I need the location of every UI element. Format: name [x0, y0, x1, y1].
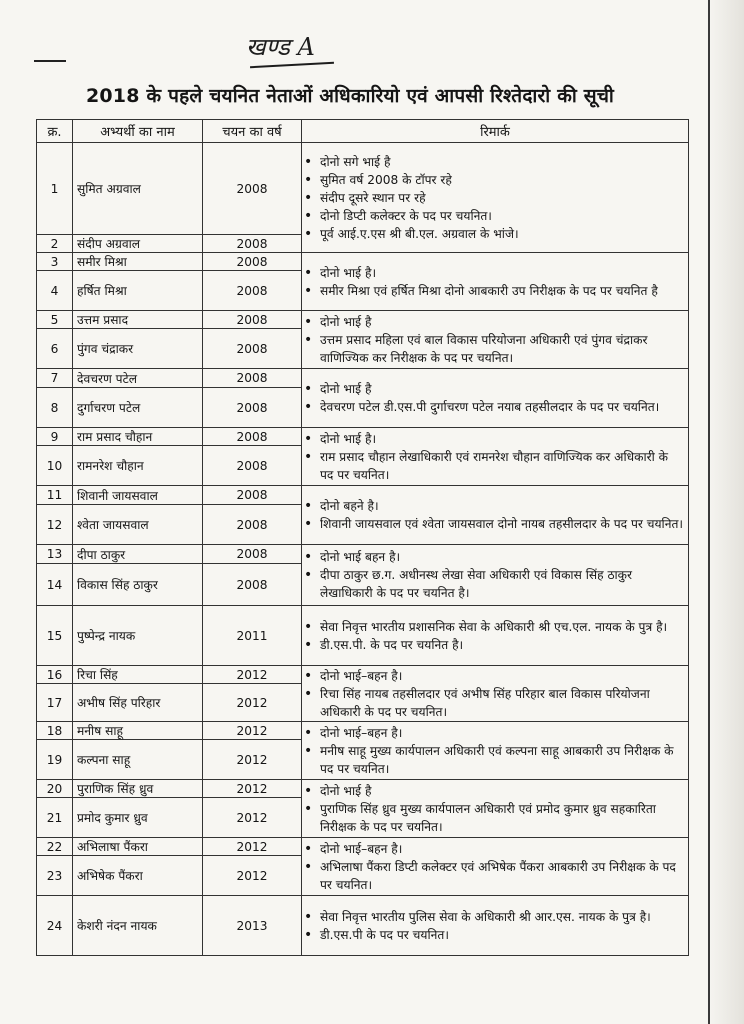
serial-number-cell: 3: [37, 253, 73, 271]
candidate-name-cell: मनीष साहू: [73, 722, 203, 740]
page-edge-shadow: [706, 0, 744, 1024]
candidate-name-cell: पुराणिक सिंह ध्रुव: [73, 780, 203, 798]
serial-number-cell: 7: [37, 369, 73, 388]
selection-year-cell: 2012: [203, 684, 302, 722]
serial-number-cell: 5: [37, 311, 73, 329]
margin-dash-mark: [34, 60, 66, 62]
remark-cell: [302, 606, 689, 666]
selection-year-cell: 2008: [203, 253, 302, 271]
remark-cell: [302, 253, 689, 311]
table-row: [37, 838, 689, 856]
serial-number-cell: 24: [37, 896, 73, 956]
candidate-name-cell: उत्तम प्रसाद: [73, 311, 203, 329]
remark-cell: [302, 722, 689, 780]
serial-number-cell: 17: [37, 684, 73, 722]
remark-item: • अभिलाषा पैंकरा डिप्टी कलेक्टर एवं अभिषेक पैंकरा आबकारी उप निरीक्षक के पद पर चयनित।: [320, 858, 684, 894]
page-edge-line: [708, 0, 710, 1024]
remark-cell: [302, 428, 689, 486]
remark-list: [306, 548, 684, 602]
selection-year-cell: 2013: [203, 896, 302, 956]
serial-number-cell: 1: [37, 143, 73, 235]
candidate-name-cell: अभिषेक पैंकरा: [73, 856, 203, 896]
selection-year-cell: 2008: [203, 311, 302, 329]
remark-list: [306, 430, 684, 484]
table-row: [37, 722, 689, 740]
selection-year-cell: 2008: [203, 486, 302, 505]
remark-item: • दोनो भाई–बहन है।: [320, 840, 684, 858]
table-row: [37, 428, 689, 446]
serial-number-cell: 6: [37, 329, 73, 369]
remark-list: [306, 667, 684, 721]
selection-year-cell: 2012: [203, 780, 302, 798]
remark-item: • दोनो भाई है: [320, 782, 684, 800]
candidate-name-cell: केशरी नंदन नायक: [73, 896, 203, 956]
remark-item: • दोनो डिप्टी कलेक्टर के पद पर चयनित।: [320, 207, 684, 225]
serial-number-cell: 15: [37, 606, 73, 666]
remark-cell: [302, 545, 689, 606]
candidates-table: [36, 119, 689, 956]
remark-cell: [302, 311, 689, 369]
candidate-name-cell: राम प्रसाद चौहान: [73, 428, 203, 446]
serial-number-cell: 9: [37, 428, 73, 446]
serial-number-cell: 21: [37, 798, 73, 838]
remark-cell: [302, 838, 689, 896]
selection-year-cell: 2011: [203, 606, 302, 666]
remark-list: [306, 264, 684, 300]
remark-cell: [302, 896, 689, 956]
selection-year-cell: 2008: [203, 329, 302, 369]
serial-number-cell: 13: [37, 545, 73, 564]
remark-item: • सेवा निवृत्त भारतीय प्रशासनिक सेवा के अधिकारी श्री एच.एल. नायक के पुत्र है।: [320, 618, 684, 636]
selection-year-cell: 2008: [203, 235, 302, 253]
remark-cell: [302, 143, 689, 253]
candidate-name-cell: प्रमोद कुमार ध्रुव: [73, 798, 203, 838]
remark-cell: [302, 666, 689, 722]
selection-year-cell: 2012: [203, 740, 302, 780]
serial-number-cell: 12: [37, 505, 73, 545]
selection-year-cell: 2008: [203, 545, 302, 564]
remark-item: • देवचरण पटेल डी.एस.पी दुर्गाचरण पटेल नयाब तहसीलदार के पद पर चयनित।: [320, 398, 684, 416]
candidate-name-cell: सुमित अग्रवाल: [73, 143, 203, 235]
remark-cell: [302, 486, 689, 545]
remark-list: [306, 153, 684, 243]
table-row: [37, 311, 689, 329]
table-row: [37, 606, 689, 666]
serial-number-cell: 20: [37, 780, 73, 798]
remark-list: [306, 313, 684, 367]
remark-item: • दोनो भाई–बहन है।: [320, 667, 684, 685]
remark-item: • संदीप दूसरे स्थान पर रहे: [320, 189, 684, 207]
table-header-row: [37, 120, 689, 143]
candidate-name-cell: दीपा ठाकुर: [73, 545, 203, 564]
table-row: [37, 545, 689, 564]
remark-item: • सेवा निवृत्त भारतीय पुलिस सेवा के अधिकारी श्री आर.एस. नायक के पुत्र है।: [320, 908, 684, 926]
table-row: [37, 666, 689, 684]
table-body: [37, 143, 689, 956]
candidate-name-cell: संदीप अग्रवाल: [73, 235, 203, 253]
candidate-name-cell: विकास सिंह ठाकुर: [73, 564, 203, 606]
selection-year-cell: 2012: [203, 722, 302, 740]
header-remark: रिमार्क: [302, 120, 689, 143]
selection-year-cell: 2008: [203, 505, 302, 545]
serial-number-cell: 22: [37, 838, 73, 856]
remark-item: • पुराणिक सिंह ध्रुव मुख्य कार्यपालन अधिकारी एवं प्रमोद कुमार ध्रुव सहकारिता निरीक्षक के पद पर चयनित।: [320, 800, 684, 836]
document-title: 2018 के पहले चयनित नेताओं अधिकारियो एवं आपसी रिश्तेदारो की सूची: [85, 85, 615, 107]
serial-number-cell: 23: [37, 856, 73, 896]
remark-item: • दोनो भाई है।: [320, 430, 684, 448]
remark-list: [306, 380, 684, 416]
header-year: चयन का वर्ष: [203, 120, 302, 143]
candidate-name-cell: देवचरण पटेल: [73, 369, 203, 388]
remark-item: • समीर मिश्रा एवं हर्षित मिश्रा दोनो आबकारी उप निरीक्षक के पद पर चयनित है: [320, 282, 684, 300]
serial-number-cell: 8: [37, 388, 73, 428]
serial-number-cell: 10: [37, 446, 73, 486]
selection-year-cell: 2008: [203, 446, 302, 486]
handwritten-annotation: खण्ड A: [246, 33, 315, 61]
remark-item: • राम प्रसाद चौहान लेखाधिकारी एवं रामनरेश चौहान वाणिज्यिक कर अधिकारी के पद पर चयनित।: [320, 448, 684, 484]
remark-item: • दोनो बहने है।: [320, 497, 684, 515]
candidate-name-cell: श्वेता जायसवाल: [73, 505, 203, 545]
remark-item: • दोनो भाई–बहन है।: [320, 724, 684, 742]
remark-item: • पूर्व आई.ए.एस श्री बी.एल. अग्रवाल के भांजे।: [320, 225, 684, 243]
remark-cell: [302, 780, 689, 838]
candidate-name-cell: दुर्गाचरण पटेल: [73, 388, 203, 428]
remark-item: • उत्तम प्रसाद महिला एवं बाल विकास परियोजना अधिकारी एवं पुंगव चंद्राकर वाणिज्यिक कर निरीक्षक के पद पर चयनित।: [320, 331, 684, 367]
selection-year-cell: 2008: [203, 564, 302, 606]
remark-item: • डी.एस.पी के पद पर चयनित।: [320, 926, 684, 944]
remark-item: • सुमित वर्ष 2008 के टॉपर रहे: [320, 171, 684, 189]
selection-year-cell: 2008: [203, 428, 302, 446]
serial-number-cell: 4: [37, 271, 73, 311]
selection-year-cell: 2012: [203, 856, 302, 896]
serial-number-cell: 14: [37, 564, 73, 606]
candidate-name-cell: पुष्पेन्द्र नायक: [73, 606, 203, 666]
candidate-name-cell: शिवानी जायसवाल: [73, 486, 203, 505]
remark-item: • दोनो भाई है: [320, 380, 684, 398]
table-row: [37, 369, 689, 388]
remark-list: [306, 782, 684, 836]
candidate-name-cell: कल्पना साहू: [73, 740, 203, 780]
remark-item: • दोनो भाई है।: [320, 264, 684, 282]
remark-cell: [302, 369, 689, 428]
table-row: [37, 896, 689, 956]
remark-item: • दोनो सगे भाई है: [320, 153, 684, 171]
candidate-name-cell: अभीष सिंह परिहार: [73, 684, 203, 722]
serial-number-cell: 11: [37, 486, 73, 505]
candidate-name-cell: हर्षित मिश्रा: [73, 271, 203, 311]
remark-list: [306, 724, 684, 778]
serial-number-cell: 19: [37, 740, 73, 780]
selection-year-cell: 2008: [203, 271, 302, 311]
table-row: [37, 253, 689, 271]
selection-year-cell: 2008: [203, 143, 302, 235]
selection-year-cell: 2012: [203, 666, 302, 684]
remark-item: • दोनो भाई बहन है।: [320, 548, 684, 566]
selection-year-cell: 2008: [203, 388, 302, 428]
selection-year-cell: 2008: [203, 369, 302, 388]
remark-item: • मनीष साहू मुख्य कार्यपालन अधिकारी एवं कल्पना साहू आबकारी उप निरीक्षक के पद पर चयनित।: [320, 742, 684, 778]
remark-list: [306, 908, 684, 944]
candidate-name-cell: समीर मिश्रा: [73, 253, 203, 271]
candidate-name-cell: अभिलाषा पैंकरा: [73, 838, 203, 856]
remark-item: • रिचा सिंह नायब तहसीलदार एवं अभीष सिंह परिहार बाल विकास परियोजना अधिकारी के पद पर चयनित।: [320, 685, 684, 721]
table-row: [37, 780, 689, 798]
table-row: [37, 143, 689, 235]
table-row: [37, 486, 689, 505]
candidate-name-cell: रामनरेश चौहान: [73, 446, 203, 486]
serial-number-cell: 16: [37, 666, 73, 684]
serial-number-cell: 18: [37, 722, 73, 740]
candidate-name-cell: पुंगव चंद्राकर: [73, 329, 203, 369]
remark-item: • शिवानी जायसवाल एवं श्वेता जायसवाल दोनो नायब तहसीलदार के पद पर चयनित।: [320, 515, 684, 533]
serial-number-cell: 2: [37, 235, 73, 253]
remark-list: [306, 840, 684, 894]
remark-item: • दोनो भाई है: [320, 313, 684, 331]
selection-year-cell: 2012: [203, 798, 302, 838]
remark-list: [306, 618, 684, 654]
remark-item: • दीपा ठाकुर छ.ग. अधीनस्थ लेखा सेवा अधिकारी एवं विकास सिंह ठाकुर लेखाधिकारी के पद पर चयनित है।: [320, 566, 684, 602]
selection-year-cell: 2012: [203, 838, 302, 856]
header-serial: क्र.: [37, 120, 73, 143]
remark-item: • डी.एस.पी. के पद पर चयनित है।: [320, 636, 684, 654]
remark-list: [306, 497, 684, 533]
header-name: अभ्यर्थी का नाम: [73, 120, 203, 143]
candidate-name-cell: रिचा सिंह: [73, 666, 203, 684]
